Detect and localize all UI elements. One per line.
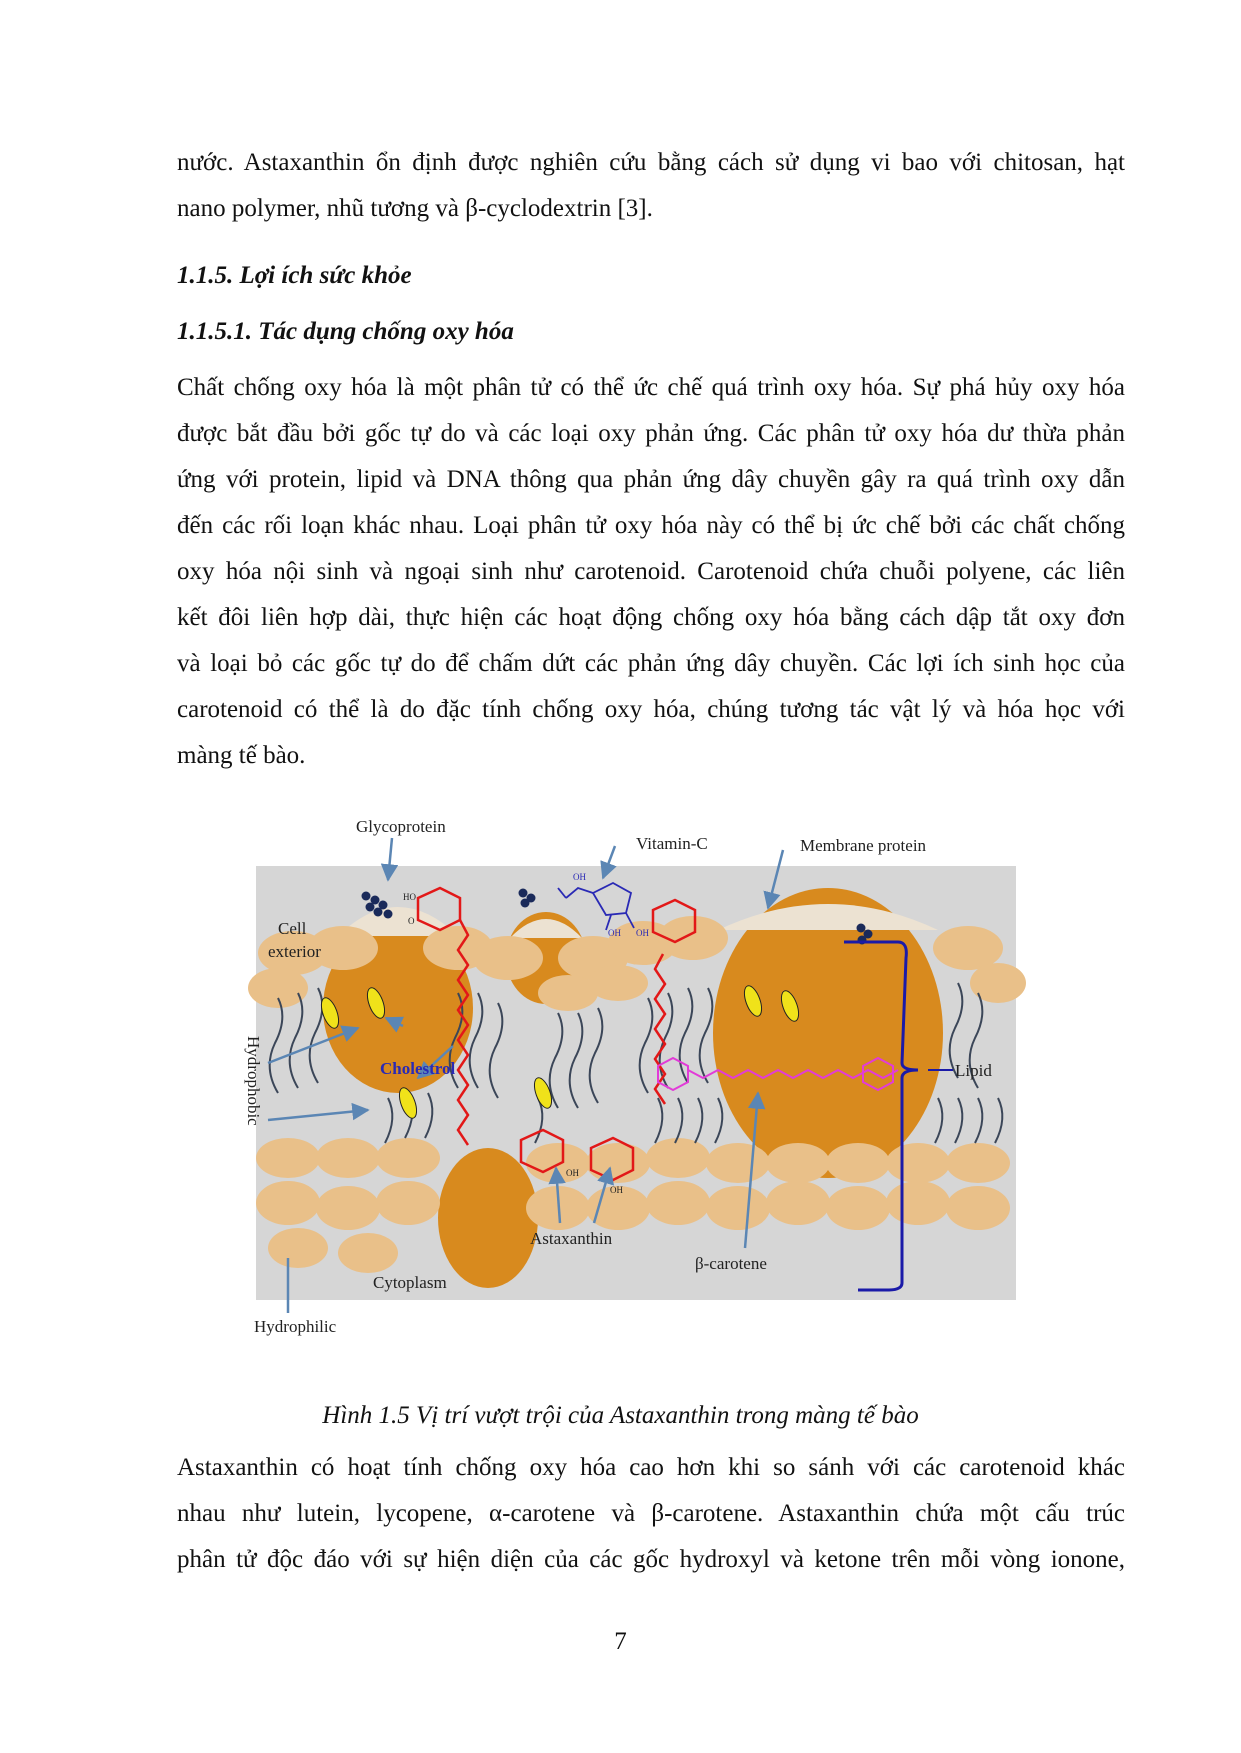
label-oh: OH xyxy=(610,1185,623,1195)
paragraph-line: nano polymer, nhũ tương và β-cyclodextrin [3]. xyxy=(177,195,653,222)
label-hydrophilic: Hydrophilic xyxy=(254,1317,337,1336)
label-oh: OH xyxy=(573,872,586,882)
label-cell: Cell xyxy=(278,919,307,938)
paragraph-line: oxy hóa nội sinh và ngoại sinh như carotenoid. Carotenoid chứa chuỗi polyene, các liên xyxy=(177,558,1125,585)
paragraph-2 xyxy=(177,365,1125,779)
label-ho: HO xyxy=(403,892,416,902)
label-oh: OH xyxy=(636,928,649,938)
label-lipid: Lipid xyxy=(955,1061,992,1080)
label-oh: OH xyxy=(608,928,621,938)
paragraph-line: carotenoid có thể là do đặc tính chống oxy hóa, chúng tương tác vật lý và hóa học với xyxy=(177,696,1125,723)
label-exterior: exterior xyxy=(268,942,321,961)
label-hydrophobic: Hydrophobic xyxy=(244,1036,263,1126)
cell-membrane-figure xyxy=(238,808,1088,1353)
label-glycoprotein: Glycoprotein xyxy=(356,817,446,836)
paragraph-line: đến các rối loạn khác nhau. Loại phân tử oxy hóa này có thể bị ức chế bởi các chất chống xyxy=(177,512,1125,539)
subsection-heading: 1.1.5.1. Tác dụng chống oxy hóa xyxy=(177,318,514,345)
section-heading: 1.1.5. Lợi ích sức khỏe xyxy=(177,262,412,289)
label-cholestrol: Cholestrol xyxy=(380,1059,456,1078)
label-o: O xyxy=(408,916,415,926)
paragraph-line: nhau như lutein, lycopene, α-carotene và β-carotene. Astaxanthin chứa một cấu trúc xyxy=(177,1500,1125,1527)
paragraph-line: được bắt đầu bởi gốc tự do và các loại oxy phản ứng. Các phân tử oxy hóa dư thừa phản xyxy=(177,420,1125,447)
paragraph-1 xyxy=(177,140,1125,232)
paragraph-line: nước. Astaxanthin ổn định được nghiên cứu bằng cách sử dụng vi bao với chitosan, hạt xyxy=(177,149,1125,176)
figure-caption: Hình 1.5 Vị trí vượt trội của Astaxanthin trong màng tế bào xyxy=(322,1402,919,1429)
cell-membrane-diagram xyxy=(238,808,1088,1353)
page-number: 7 xyxy=(614,1628,627,1655)
paragraph-line: Astaxanthin có hoạt tính chống oxy hóa cao hơn khi so sánh với các carotenoid khác xyxy=(177,1454,1125,1481)
paragraph-line: kết đôi liên hợp dài, thực hiện các hoạt động chống oxy hóa bằng cách dập tắt oxy đơn xyxy=(177,604,1125,631)
label-membrane-protein: Membrane protein xyxy=(800,836,927,855)
paragraph-line: màng tế bào. xyxy=(177,742,306,769)
label-oh: OH xyxy=(566,1168,579,1178)
paragraph-line: Chất chống oxy hóa là một phân tử có thể ức chế quá trình oxy hóa. Sự phá hủy oxy hóa xyxy=(177,374,1125,401)
label-cytoplasm: Cytoplasm xyxy=(373,1273,447,1292)
paragraph-line: ứng với protein, lipid và DNA thông qua phản ứng dây chuyền gây ra quá trình oxy dẫn xyxy=(177,466,1125,493)
paragraph-line: và loại bỏ các gốc tự do để chấm dứt các phản ứng dây chuyền. Các lợi ích sinh học của xyxy=(177,650,1125,677)
paragraph-3 xyxy=(177,1445,1125,1583)
label-beta-carotene: β-carotene xyxy=(695,1254,767,1273)
label-vitamin-c: Vitamin-C xyxy=(636,834,708,853)
label-astaxanthin: Astaxanthin xyxy=(530,1229,613,1248)
paragraph-line: phân tử độc đáo với sự hiện diện của các gốc hydroxyl và ketone trên mỗi vòng ionone, xyxy=(177,1546,1125,1573)
